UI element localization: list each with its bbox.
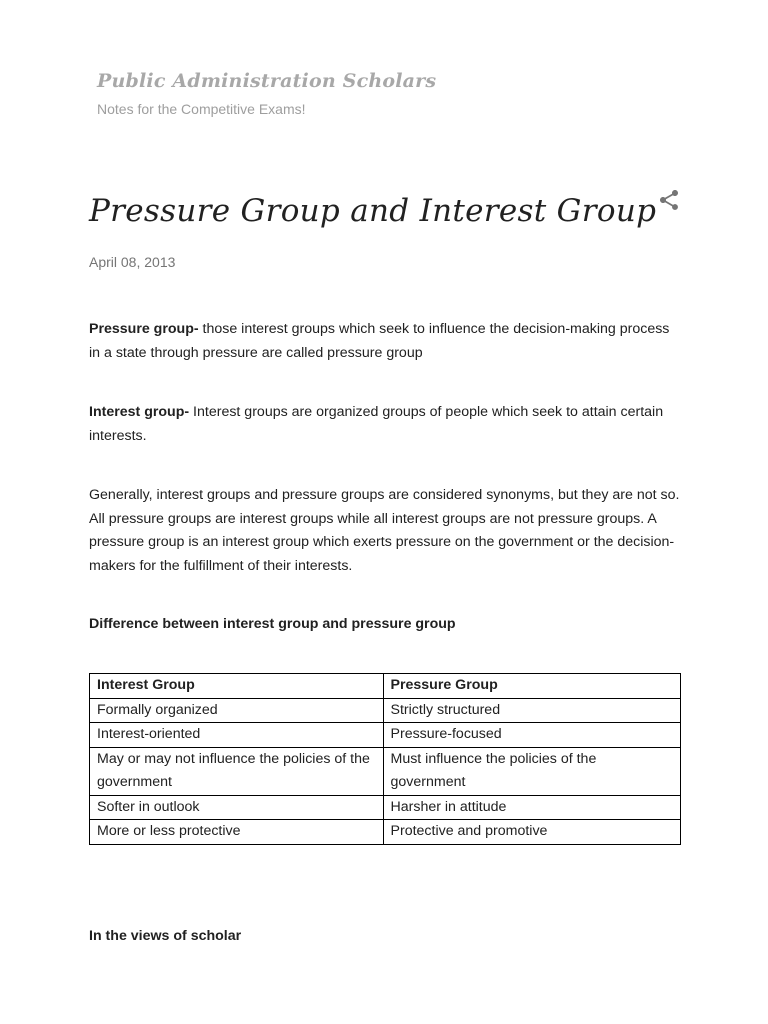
blog-description: Notes for the Competitive Exams! — [97, 101, 306, 117]
blog-title[interactable]: Public Administration Scholars — [97, 70, 437, 92]
table-header-cell: Interest Group — [90, 674, 384, 699]
table-cell: Pressure-focused — [383, 723, 681, 748]
post-title: Pressure Group and Interest Group — [89, 193, 657, 229]
term-pressure-group: Pressure group- — [89, 321, 199, 337]
table-cell: Strictly structured — [383, 698, 681, 723]
pressure-group-text: those interest groups which seek to influence the decision-making process in a state through pressure are called pressure group — [89, 321, 670, 361]
scholar-heading: In the views of scholar — [89, 928, 242, 944]
table-header-cell: Pressure Group — [383, 674, 681, 699]
table-row — [90, 820, 681, 845]
post-date[interactable]: April 08, 2013 — [89, 254, 176, 270]
difference-heading-text: Difference between interest group and pressure group — [89, 616, 456, 632]
table-cell: Interest-oriented — [90, 723, 384, 748]
table-cell: Softer in outlook — [90, 795, 384, 820]
table-cell: May or may not influence the policies of the government — [90, 747, 384, 795]
table-cell: More or less protective — [90, 820, 384, 845]
difference-heading — [89, 613, 683, 637]
table-cell: Protective and promotive — [383, 820, 681, 845]
table-cell: Formally organized — [90, 698, 384, 723]
table-row — [90, 747, 681, 795]
interest-group-text: Interest groups are organized groups of people which seek to attain certain interests. — [89, 404, 664, 444]
blog-header — [97, 66, 436, 119]
interest-group-definition — [89, 401, 683, 448]
comparison-paragraph: Generally, interest groups and pressure groups are considered synonyms, but they are not so. All pressure groups are interest groups while all interest groups are not pressure groups. A pressure group is an interest group which exerts pressure on the government or the decision-makers for the fulfillment of their interests. — [89, 487, 680, 574]
table-row — [90, 795, 681, 820]
table-cell: Must influence the policies of the government — [383, 747, 681, 795]
table-row — [90, 698, 681, 723]
table-header-row — [90, 674, 681, 699]
difference-table — [89, 673, 681, 845]
pressure-group-definition — [89, 318, 683, 365]
term-interest-group: Interest group- — [89, 404, 190, 420]
table-cell: Harsher in attitude — [383, 795, 681, 820]
share-icon[interactable] — [657, 188, 681, 212]
table-row — [90, 723, 681, 748]
